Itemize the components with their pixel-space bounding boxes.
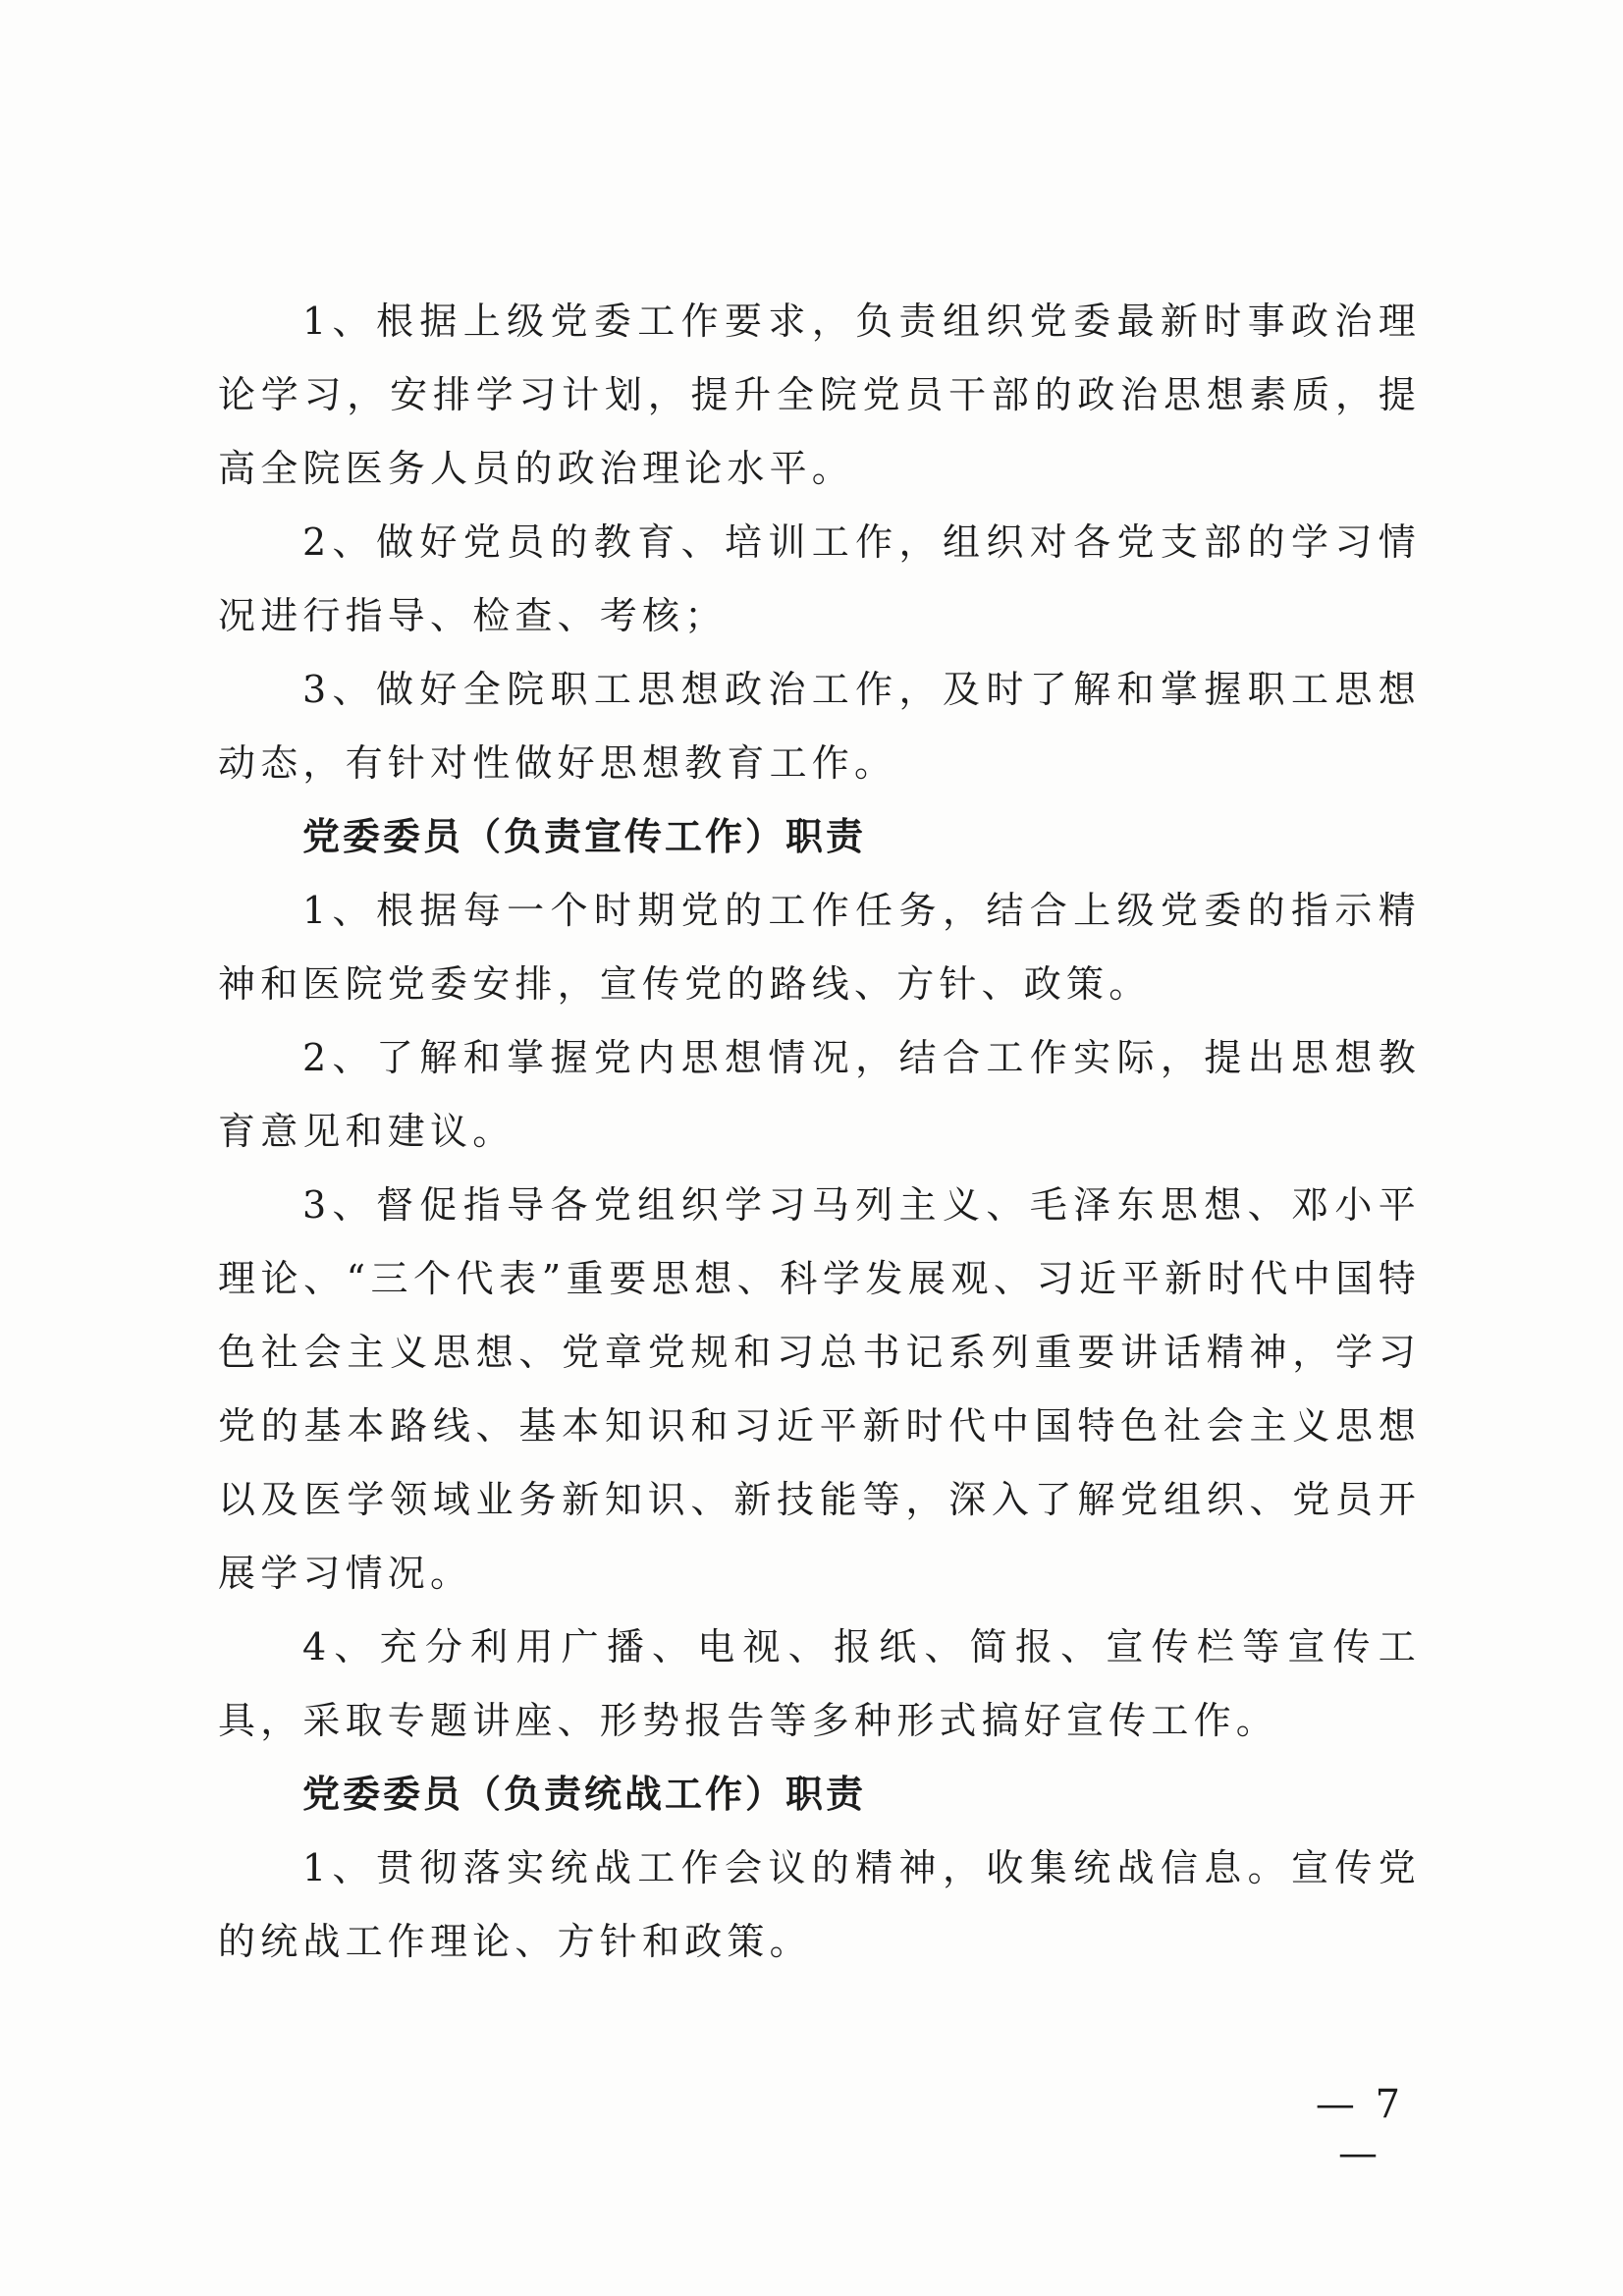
heading-united-front-duties: 党委委员（负责统战工作）职责 [302, 1773, 867, 1816]
paragraph-study-3: 3、做好全院职工思想政治工作，及时了解和掌握职工思想动态，有针对性做好思想教育工作。 [218, 668, 1421, 785]
paragraph-propaganda-2: 2、了解和掌握党内思想情况，结合工作实际，提出思想教育意见和建议。 [218, 1036, 1421, 1153]
paragraph-propaganda-1: 1、根据每一个时期党的工作任务，结合上级党委的指示精神和医院党委安排，宣传党的路线、方针、政策。 [218, 889, 1421, 1006]
document-body [218, 285, 1421, 1979]
page-number: — 7 — [1315, 2082, 1405, 2176]
paragraph-propaganda-4: 4、充分利用广播、电视、报纸、简报、宣传栏等宣传工具，采取专题讲座、形势报告等多种形式搞好宣传工作。 [218, 1625, 1421, 1742]
paragraph-study-1: 1、根据上级党委工作要求，负责组织党委最新时事政治理论学习，安排学习计划，提升全院党员干部的政治思想素质，提高全院医务人员的政治理论水平。 [218, 300, 1421, 490]
paragraph-united-front-1: 1、贯彻落实统战工作会议的精神，收集统战信息。宣传党的统战工作理论、方针和政策。 [218, 1846, 1421, 1963]
paragraph-study-2: 2、做好党员的教育、培训工作，组织对各党支部的学习情况进行指导、检查、考核； [218, 520, 1421, 637]
heading-propaganda-duties: 党委委员（负责宣传工作）职责 [302, 815, 867, 858]
paragraph-propaganda-3: 3、督促指导各党组织学习马列主义、毛泽东思想、邓小平理论、“三个代表”重要思想、科学发展观、习近平新时代中国特色社会主义思想、党章党规和习总书记系列重要讲话精神，学习党的基本路线、基本知识和习近平新时代中国特色社会主义思想以及医学领域业务新知识、新技能等，深入了解党组织、党员开展学习情况。 [218, 1183, 1421, 1595]
